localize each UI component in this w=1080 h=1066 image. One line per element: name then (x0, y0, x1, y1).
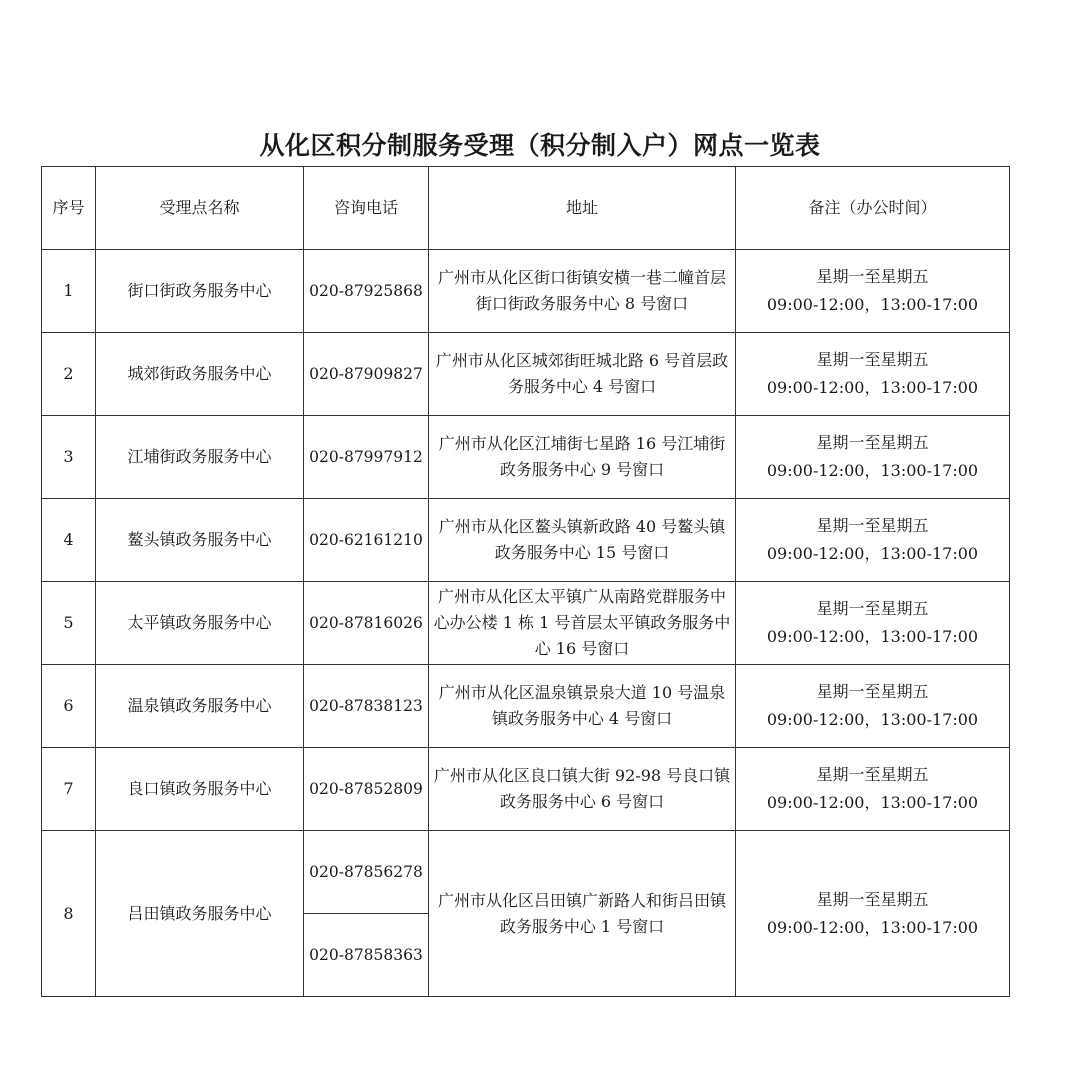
cell-phone: 020-62161210 (304, 499, 429, 582)
page-title: 从化区积分制服务受理（积分制入户）网点一览表 (259, 131, 821, 160)
note-hours: 09:00-12:00，13:00-17:00 (766, 793, 979, 812)
cell-name: 江埔街政务服务中心 (96, 416, 304, 499)
cell-note (736, 250, 1010, 333)
cell-note (736, 748, 1010, 831)
cell-phone: 020-87909827 (304, 333, 429, 416)
cell-name: 城郊街政务服务中心 (96, 333, 304, 416)
cell-phone: 020-87858363 (304, 914, 429, 997)
cell-no: 6 (42, 665, 96, 748)
cell-note (736, 333, 1010, 416)
note-days: 星期一至星期五 (816, 599, 929, 618)
note-hours: 09:00-12:00，13:00-17:00 (766, 710, 979, 729)
cell-note (736, 831, 1010, 997)
cell-name: 温泉镇政务服务中心 (96, 665, 304, 748)
cell-name: 吕田镇政务服务中心 (96, 831, 304, 997)
cell-phone: 020-87838123 (304, 665, 429, 748)
header-no: 序号 (42, 167, 96, 250)
header-phone: 咨询电话 (304, 167, 429, 250)
note-hours: 09:00-12:00，13:00-17:00 (766, 461, 979, 480)
cell-address: 广州市从化区温泉镇景泉大道 10 号温泉镇政务服务中心 4 号窗口 (429, 665, 736, 748)
cell-phone: 020-87997912 (304, 416, 429, 499)
cell-no: 2 (42, 333, 96, 416)
note-hours: 09:00-12:00，13:00-17:00 (766, 627, 979, 646)
cell-phone: 020-87856278 (304, 831, 429, 914)
cell-no: 8 (42, 831, 96, 997)
header-name: 受理点名称 (96, 167, 304, 250)
note-hours: 09:00-12:00，13:00-17:00 (766, 917, 979, 937)
cell-address: 广州市从化区吕田镇广新路人和街吕田镇政务服务中心 1 号窗口 (429, 831, 736, 997)
cell-address: 广州市从化区街口街镇安横一巷二幢首层街口街政务服务中心 8 号窗口 (429, 250, 736, 333)
cell-name: 街口街政务服务中心 (96, 250, 304, 333)
cell-phone: 020-87816026 (304, 582, 429, 665)
table-row (42, 499, 1010, 582)
cell-address: 广州市从化区鳌头镇新政路 40 号鳌头镇政务服务中心 15 号窗口 (429, 499, 736, 582)
header-note: 备注（办公时间） (736, 167, 1010, 250)
note-days: 星期一至星期五 (816, 350, 929, 369)
note-days: 星期一至星期五 (816, 765, 929, 784)
note-days: 星期一至星期五 (816, 889, 929, 909)
note-days: 星期一至星期五 (816, 516, 929, 535)
table-row (42, 582, 1010, 665)
table-row (42, 250, 1010, 333)
note-days: 星期一至星期五 (816, 267, 929, 286)
note-hours: 09:00-12:00，13:00-17:00 (766, 295, 979, 314)
cell-phone: 020-87852809 (304, 748, 429, 831)
table-row (42, 665, 1010, 748)
table-body (42, 250, 1010, 997)
table-row (42, 416, 1010, 499)
cell-name: 太平镇政务服务中心 (96, 582, 304, 665)
service-points-table (41, 166, 1010, 997)
cell-no: 4 (42, 499, 96, 582)
table-row (42, 748, 1010, 831)
cell-address: 广州市从化区良口镇大街 92-98 号良口镇政务服务中心 6 号窗口 (429, 748, 736, 831)
cell-name: 鳌头镇政务服务中心 (96, 499, 304, 582)
cell-no: 5 (42, 582, 96, 665)
cell-address: 广州市从化区江埔街七星路 16 号江埔街政务服务中心 9 号窗口 (429, 416, 736, 499)
cell-note (736, 499, 1010, 582)
cell-no: 7 (42, 748, 96, 831)
cell-note (736, 416, 1010, 499)
note-days: 星期一至星期五 (816, 433, 929, 452)
note-hours: 09:00-12:00，13:00-17:00 (766, 544, 979, 563)
table-row (42, 831, 1010, 914)
cell-name: 良口镇政务服务中心 (96, 748, 304, 831)
cell-address: 广州市从化区太平镇广从南路党群服务中心办公楼 1 栋 1 号首层太平镇政务服务中心 16 号窗口 (429, 582, 736, 665)
cell-no: 1 (42, 250, 96, 333)
table-header-row (42, 167, 1010, 250)
cell-note (736, 665, 1010, 748)
table-row (42, 333, 1010, 416)
cell-note (736, 582, 1010, 665)
header-address: 地址 (429, 167, 736, 250)
cell-address: 广州市从化区城郊街旺城北路 6 号首层政务服务中心 4 号窗口 (429, 333, 736, 416)
cell-no: 3 (42, 416, 96, 499)
cell-phone: 020-87925868 (304, 250, 429, 333)
note-days: 星期一至星期五 (816, 682, 929, 701)
note-hours: 09:00-12:00，13:00-17:00 (766, 378, 979, 397)
